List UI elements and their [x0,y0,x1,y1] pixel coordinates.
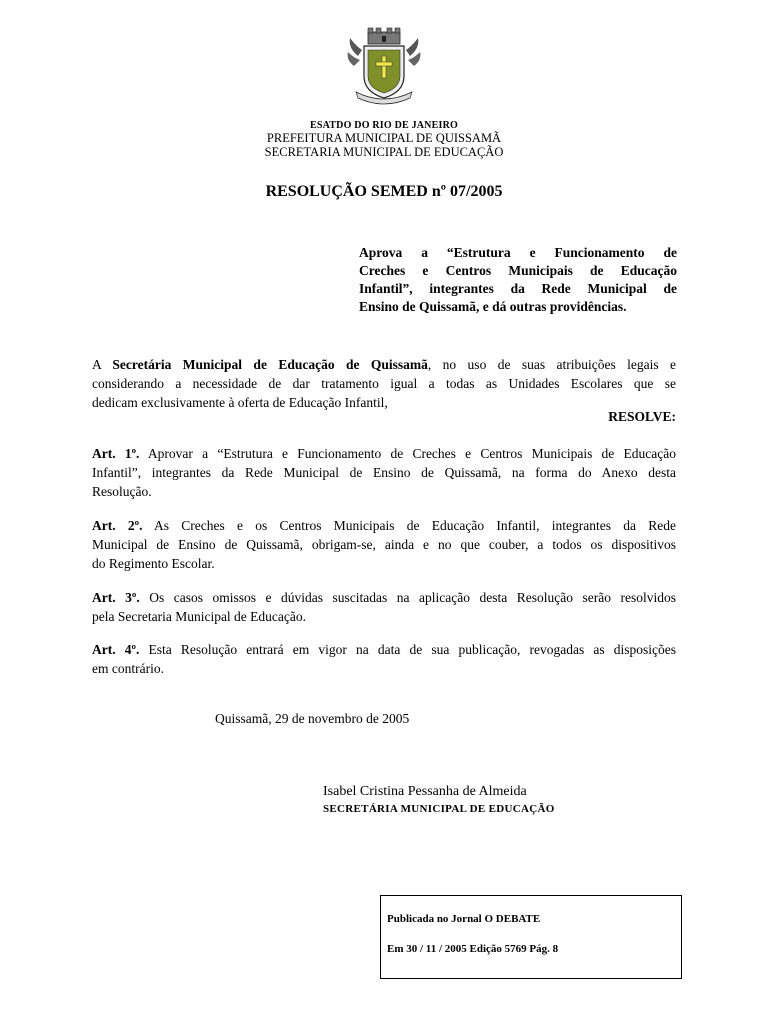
resolve-heading: RESOLVE: [608,409,676,424]
article-3 [92,588,676,626]
signatory-role: SECRETÁRIA MUNICIPAL DE EDUCAÇÃO [323,803,555,815]
article-line [92,640,676,659]
article-line [92,588,676,607]
publication-box [380,895,682,979]
intro-line: considerando a necessidade de dar tratamento igual a todas as Unidades Escolares que se [92,376,676,391]
intro-line [92,355,676,374]
header-state: ESATDO DO RIO DE JANEIRO [310,120,458,131]
article-line [92,516,676,535]
article-2 [92,516,676,573]
article-text: Os casos omissos e dúvidas suscitadas na aplicação desta Resolução serão resolvidos [139,590,677,605]
article-text: Aprovar a “Estrutura e Funcionamento de Creches e Centros Municipais de Educação [139,446,676,461]
article-line: Municipal de Ensino de Quissamã, obrigam-se, ainda e no que couber, a todos os dispositivos [92,537,676,552]
article-line [92,444,676,463]
resolution-summary [359,244,677,316]
intro-rest: , no uso de suas atribuições legais e [427,357,676,372]
place-and-date: Quissamã, 29 de novembro de 2005 [215,711,410,726]
article-line: do Regimento Escolar. [92,556,215,571]
summary-line: Creches e Centros Municipais de Educação [359,263,677,278]
article-1 [92,444,676,501]
article-text: As Creches e os Centros Municipais de Educação Infantil, integrantes da Rede [142,518,676,533]
summary-line: Aprova a “Estrutura e Funcionamento de [359,245,677,260]
article-line: em contrário. [92,661,164,676]
article-4 [92,640,676,678]
publication-details: Em 30 / 11 / 2005 Edição 5769 Pág. 8 [387,943,559,955]
signatory-name: Isabel Cristina Pessanha de Almeida [323,784,527,799]
article-label: Art. 1º. [92,446,140,461]
municipal-coat-of-arms-icon [344,26,424,106]
header-prefecture: PREFEITURA MUNICIPAL DE QUISSAMÃ [266,131,502,145]
intro-lead: A [92,357,113,372]
article-line: Resolução. [92,484,152,499]
header-secretariat: SECRETARIA MUNICIPAL DE EDUCAÇÃO [264,145,504,159]
article-text: Esta Resolução entrará em vigor na data de sua publicação, revogadas as disposições [139,642,676,657]
summary-line: Infantil”, integrantes da Rede Municipal de [359,281,677,296]
intro-secretariat-name: Secretária Municipal de Educação de Quissamã [112,357,428,372]
article-label: Art. 3º. [92,590,140,605]
article-line: Infantil”, integrantes da Rede Municipal de Ensino de Quissamã, na forma do Anexo desta [92,465,676,480]
intro-paragraph [92,355,676,412]
article-label: Art. 2º. [92,518,143,533]
article-label: Art. 4º. [92,642,140,657]
summary-line: Ensino de Quissamã, e dá outras providências. [359,299,627,314]
intro-line: dedicam exclusivamente à oferta de Educação Infantil, [92,395,388,410]
resolution-title: RESOLUÇÃO SEMED nº 07/2005 [265,183,503,200]
publication-newspaper: Publicada no Jornal O DEBATE [387,913,541,925]
article-line: pela Secretaria Municipal de Educação. [92,609,307,624]
